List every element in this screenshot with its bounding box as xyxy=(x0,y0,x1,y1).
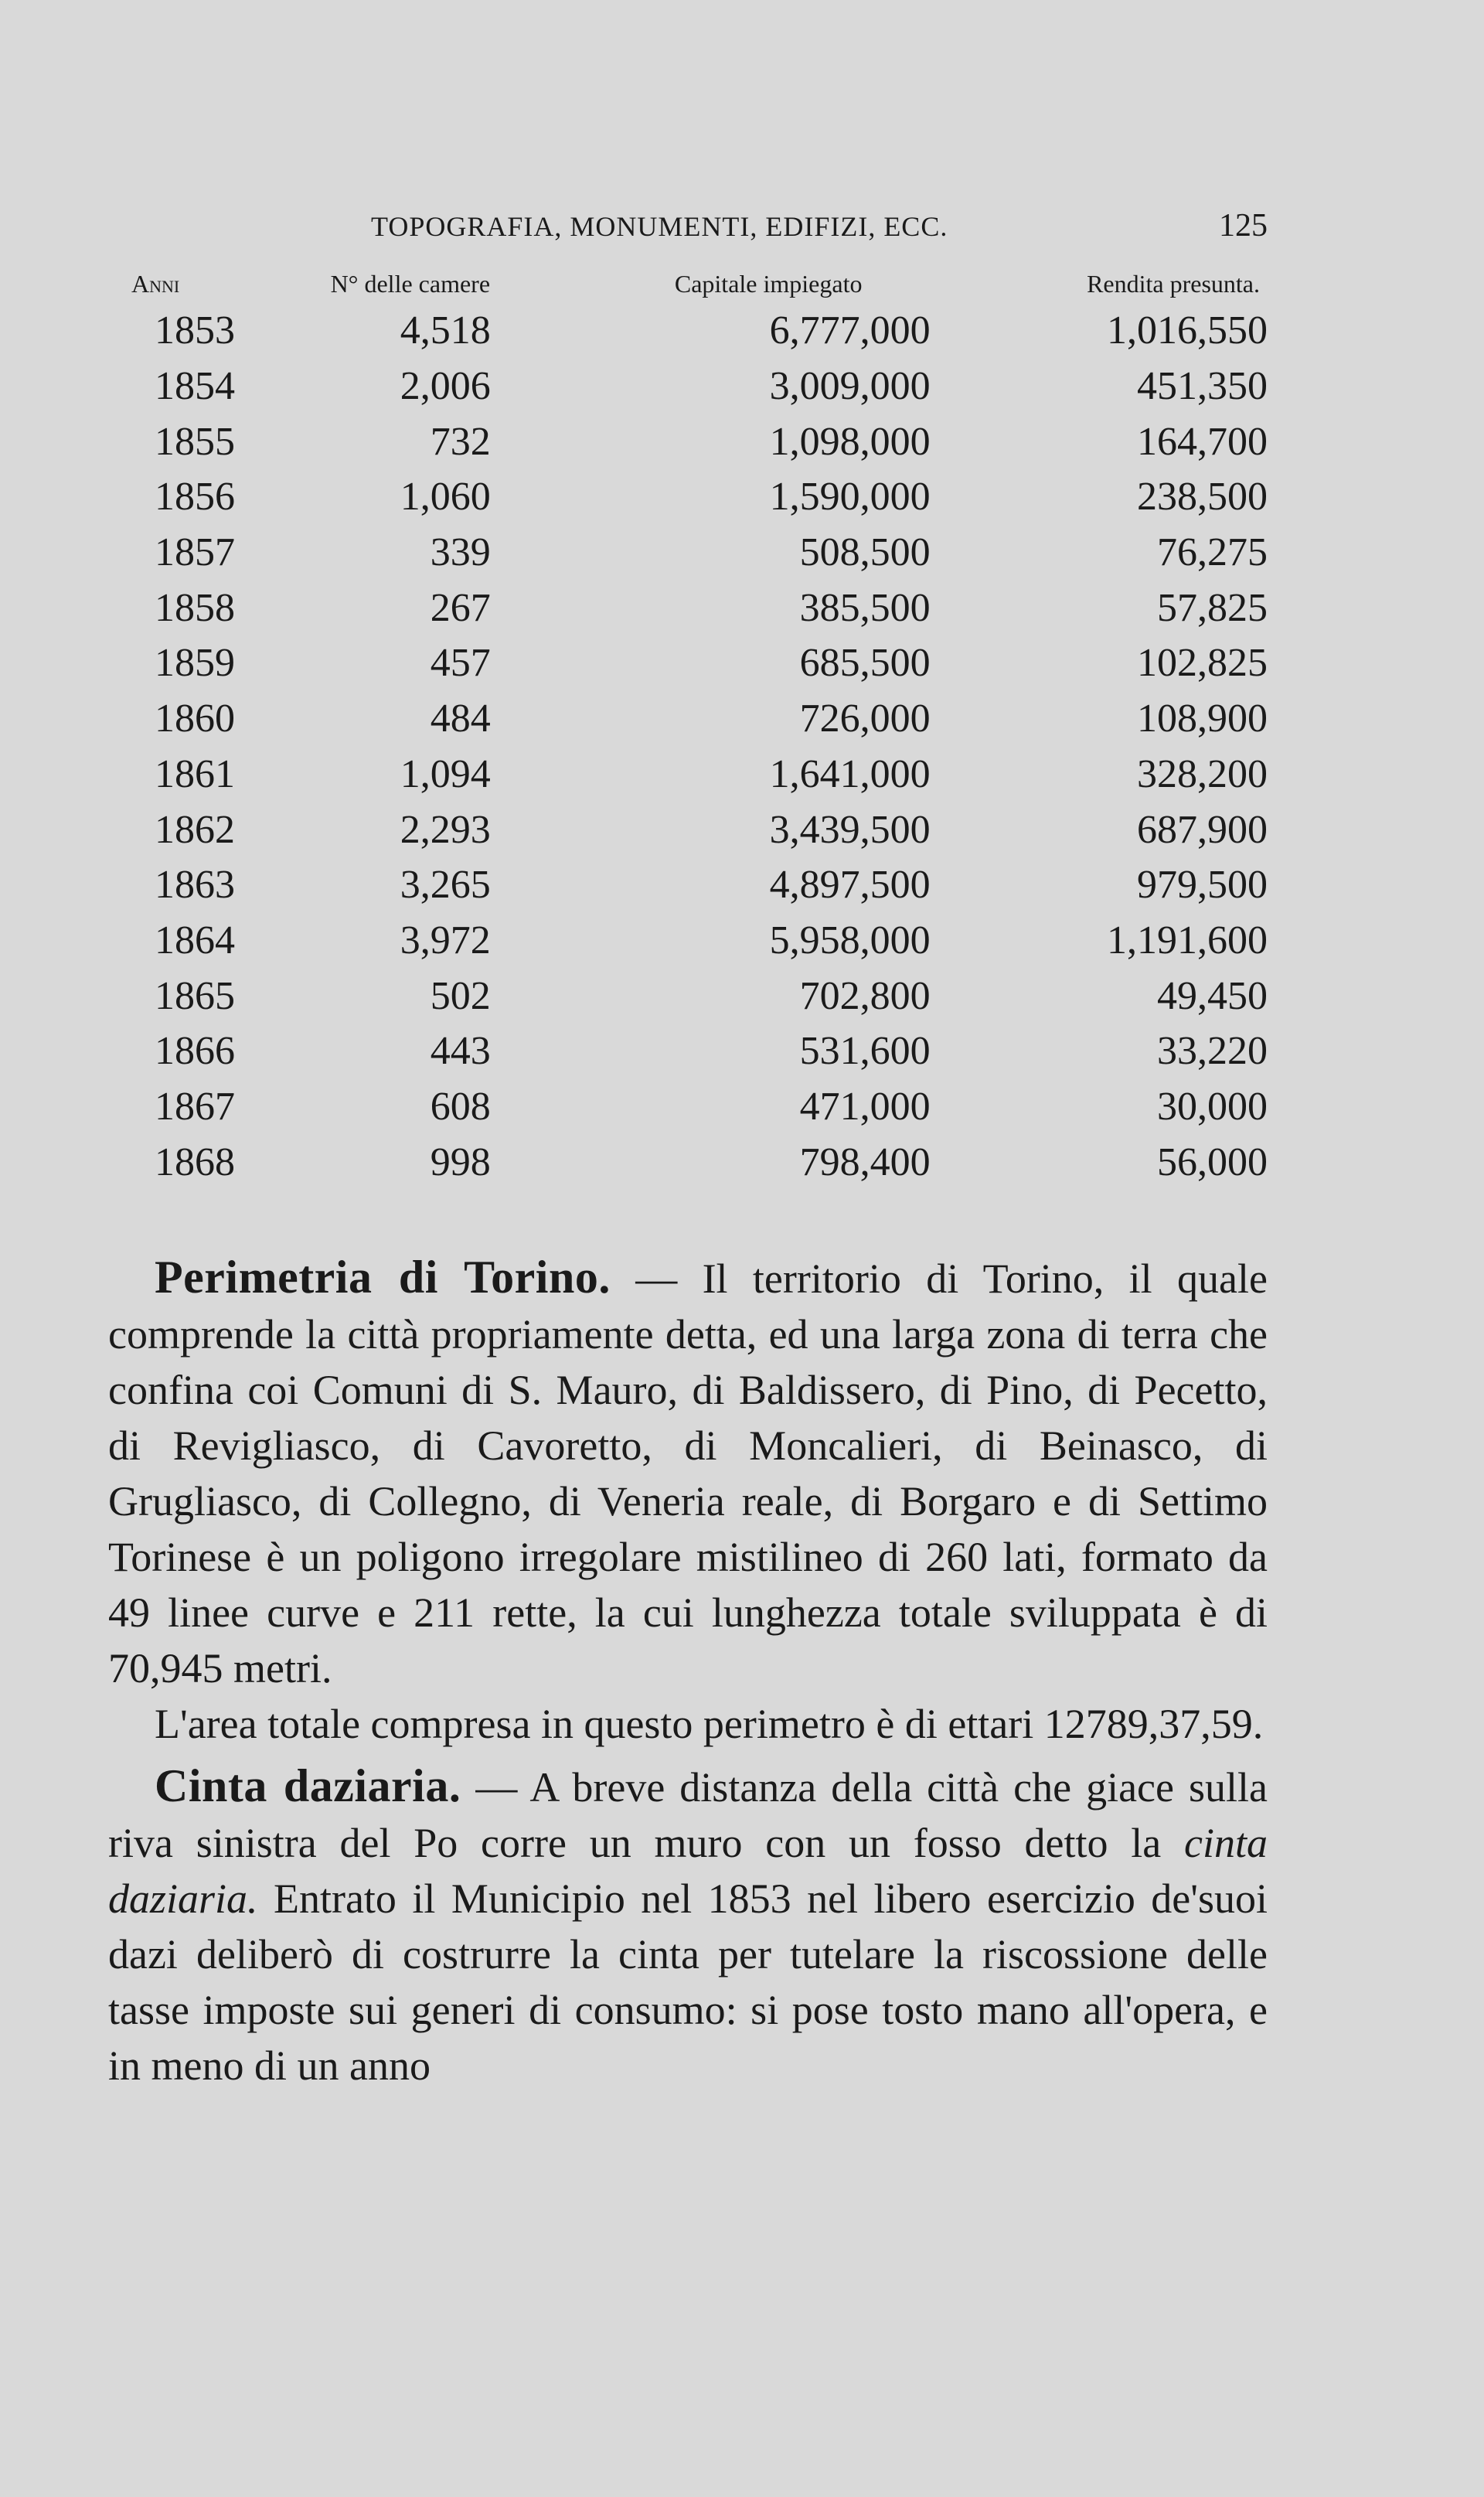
cell-capital: 1,641,000 xyxy=(769,751,931,796)
cell-year: 1865 xyxy=(155,973,235,1018)
cell-income: 1,191,600 xyxy=(1107,918,1268,962)
column-header-rendita: Rendita presunta. xyxy=(1087,269,1260,298)
text-perimetria: — Il territorio di Torino, il quale comprende la città propriamente detta, ed una larga zona di terra che confina coi Comuni di S. Mauro, di Baldissero, di Pino, di Pecetto, di Revigliasco, di Cavoretto, di Moncalieri, di Beinasco, di Grugliasco, di Collegno, di Veneria reale, di Borgaro e di Settimo Torinese è un poligono irregolare mistilineo di 260 lati, formato da 49 linee curve e 211 rette, la cui lunghezza totale sviluppata è di 70,945 metri. xyxy=(108,1255,1268,1691)
statistics-table xyxy=(108,264,1268,1190)
cell-year: 1864 xyxy=(155,918,235,962)
cell-income: 30,000 xyxy=(1157,1084,1268,1129)
cell-year: 1859 xyxy=(155,641,235,686)
cell-income: 1,016,550 xyxy=(1107,308,1268,353)
cell-rooms: 1,060 xyxy=(400,475,491,519)
cell-year: 1866 xyxy=(155,1029,235,1074)
cell-capital: 702,800 xyxy=(799,973,931,1018)
cell-income: 328,200 xyxy=(1137,751,1268,796)
paragraph-cinta xyxy=(108,1758,1268,2093)
cell-income: 979,500 xyxy=(1137,863,1268,908)
cell-year: 1861 xyxy=(155,751,235,796)
table-row xyxy=(108,469,1268,525)
table-row xyxy=(108,303,1268,359)
table-row xyxy=(108,691,1268,747)
paragraph-area xyxy=(108,1696,1268,1752)
cell-rooms: 1,094 xyxy=(400,751,491,796)
cell-rooms: 4,518 xyxy=(400,308,491,353)
cell-income: 687,900 xyxy=(1137,807,1268,852)
cell-year: 1860 xyxy=(155,697,235,741)
cell-rooms: 484 xyxy=(430,697,491,741)
cell-rooms: 339 xyxy=(430,530,491,575)
cell-income: 56,000 xyxy=(1157,1139,1268,1184)
cell-year: 1855 xyxy=(155,419,235,464)
table-row xyxy=(108,359,1268,414)
cell-capital: 5,958,000 xyxy=(769,918,931,962)
cell-capital: 508,500 xyxy=(799,530,931,575)
cell-rooms: 2,293 xyxy=(400,807,491,852)
cell-income: 108,900 xyxy=(1137,697,1268,741)
heading-perimetria: Perimetria di Torino. xyxy=(155,1252,611,1303)
table-row xyxy=(108,1079,1268,1135)
column-header-anni: Anni xyxy=(131,269,180,298)
table-row xyxy=(108,1024,1268,1079)
table-row xyxy=(108,580,1268,635)
text-cinta-after: Entrato il Municipio nel 1853 nel libero esercizio de'suoi dazi deliberò di costrurre la cinta per tutelare la riscossione delle tasse imposte sui generi di consumo: si pose tosto mano all'opera, e in meno di un anno xyxy=(108,1875,1268,2089)
cell-capital: 798,400 xyxy=(799,1139,931,1184)
table-row xyxy=(108,1134,1268,1190)
cell-rooms: 608 xyxy=(430,1084,491,1129)
cell-rooms: 267 xyxy=(430,585,491,630)
running-title: TOPOGRAFIA, MONUMENTI, EDIFIZI, ECC. xyxy=(371,211,948,242)
table-row xyxy=(108,635,1268,691)
cell-capital: 1,098,000 xyxy=(769,419,931,464)
cell-capital: 685,500 xyxy=(799,641,931,686)
cell-rooms: 3,972 xyxy=(400,918,491,962)
cell-capital: 1,590,000 xyxy=(769,475,931,519)
table-row xyxy=(108,414,1268,469)
cell-year: 1867 xyxy=(155,1084,235,1129)
cell-capital: 385,500 xyxy=(799,585,931,630)
table-row xyxy=(108,913,1268,969)
cell-income: 76,275 xyxy=(1157,530,1268,575)
cell-capital: 531,600 xyxy=(799,1029,931,1074)
cell-income: 238,500 xyxy=(1137,475,1268,519)
cell-rooms: 2,006 xyxy=(400,364,491,409)
cell-year: 1857 xyxy=(155,530,235,575)
cell-income: 164,700 xyxy=(1137,419,1268,464)
paragraph-perimetria xyxy=(108,1249,1268,1696)
table-row xyxy=(108,857,1268,913)
column-header-camere: N° delle camere xyxy=(330,269,491,298)
cell-year: 1863 xyxy=(155,863,235,908)
text-cinta-before: — A breve distanza della città che giace sulla riva sinistra del Po corre un muro con un fosso detto la xyxy=(108,1764,1268,1866)
table-row xyxy=(108,747,1268,802)
cell-capital: 4,897,500 xyxy=(769,863,931,908)
cell-rooms: 3,265 xyxy=(400,863,491,908)
cell-year: 1868 xyxy=(155,1139,235,1184)
cell-year: 1856 xyxy=(155,475,235,519)
column-header-capitale: Capitale impiegato xyxy=(674,269,863,298)
cell-rooms: 998 xyxy=(430,1139,491,1184)
body-text xyxy=(108,1249,1268,2093)
cell-rooms: 457 xyxy=(430,641,491,686)
text-area: L'area totale compresa in questo perimetro è di ettari 12789,37,59. xyxy=(155,1701,1264,1747)
cell-year: 1854 xyxy=(155,364,235,409)
cell-income: 451,350 xyxy=(1137,364,1268,409)
cell-income: 57,825 xyxy=(1157,585,1268,630)
cell-income: 33,220 xyxy=(1157,1029,1268,1074)
cell-income: 49,450 xyxy=(1157,973,1268,1018)
running-head xyxy=(108,210,1268,257)
cell-rooms: 732 xyxy=(430,419,491,464)
cell-capital: 3,009,000 xyxy=(769,364,931,409)
cell-year: 1853 xyxy=(155,308,235,353)
cell-rooms: 502 xyxy=(430,973,491,1018)
table-header-row xyxy=(108,264,1268,303)
text-cinta-italic: cinta daziaria. xyxy=(108,1820,1268,1922)
page-number: 125 xyxy=(1219,208,1268,244)
cell-capital: 3,439,500 xyxy=(769,807,931,852)
cell-capital: 6,777,000 xyxy=(769,308,931,353)
cell-capital: 726,000 xyxy=(799,697,931,741)
cell-year: 1858 xyxy=(155,585,235,630)
paragraph-gap xyxy=(108,1752,1268,1758)
cell-year: 1862 xyxy=(155,807,235,852)
table-row xyxy=(108,802,1268,857)
cell-rooms: 443 xyxy=(430,1029,491,1074)
cell-income: 102,825 xyxy=(1137,641,1268,686)
table-row xyxy=(108,968,1268,1024)
heading-cinta: Cinta daziaria. xyxy=(155,1760,461,1811)
cell-capital: 471,000 xyxy=(799,1084,931,1129)
table-row xyxy=(108,525,1268,581)
